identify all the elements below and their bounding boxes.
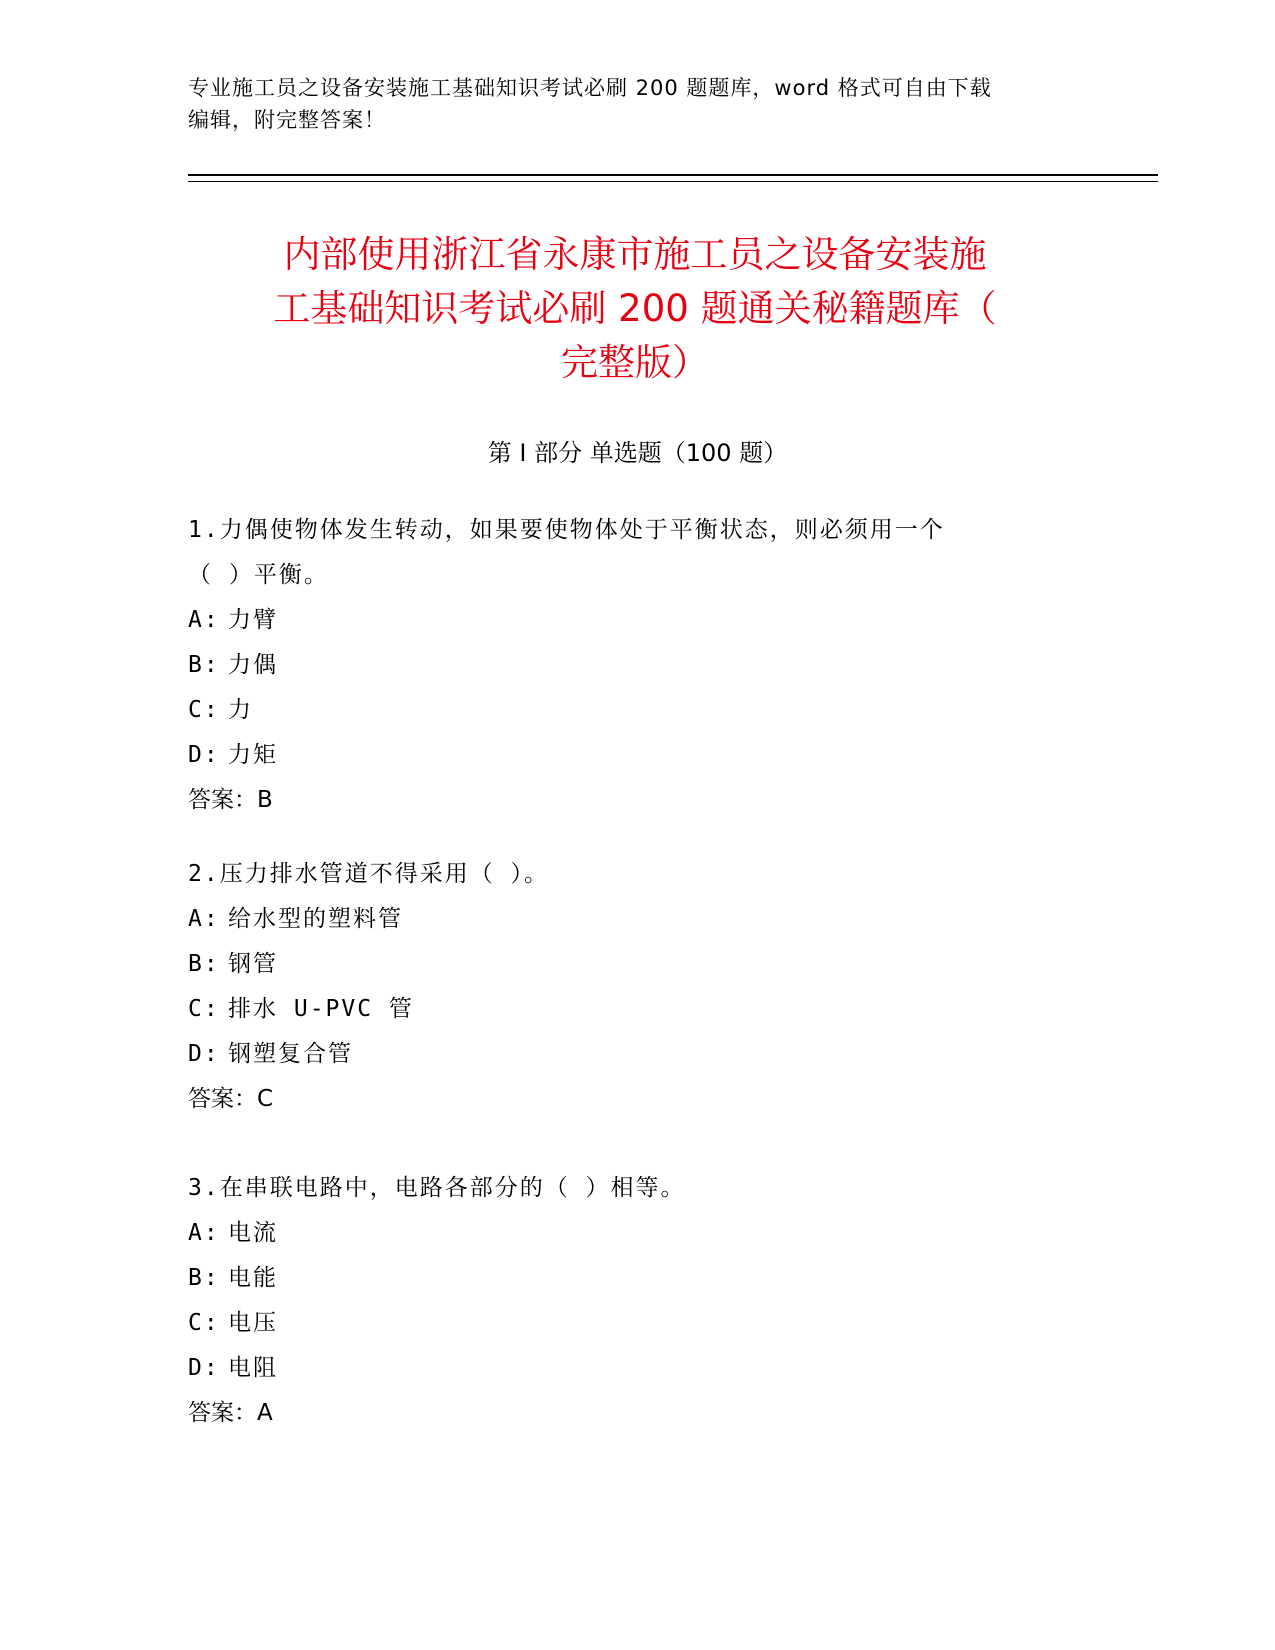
option-letter: C: xyxy=(188,996,220,1022)
option-a xyxy=(188,897,1068,942)
option-text: 钢塑复合管 xyxy=(228,1041,353,1067)
document-title-line3: 完整版） xyxy=(561,341,709,384)
section-heading: 第 I 部分 单选题（100 题） xyxy=(487,439,788,467)
option-b xyxy=(188,643,1068,688)
option-text: 电流 xyxy=(228,1220,278,1246)
option-text: 排水 U-PVC 管 xyxy=(228,996,414,1022)
option-text: 力 xyxy=(228,697,253,723)
option-a xyxy=(188,598,1068,643)
option-d xyxy=(188,1032,1068,1077)
header-divider-thin xyxy=(188,181,1158,182)
option-text: 力偶 xyxy=(228,652,278,678)
option-letter: C: xyxy=(188,1310,220,1336)
question-stem: 3.在串联电路中，电路各部分的（ ）相等。 xyxy=(188,1175,686,1201)
option-c xyxy=(188,1301,1068,1346)
question-stem: 1.力偶使物体发生转动，如果要使物体处于平衡状态，则必须用一个 xyxy=(188,517,945,543)
option-text: 电压 xyxy=(228,1310,278,1336)
option-text: 给水型的塑料管 xyxy=(228,906,403,932)
answer-line: 答案：C xyxy=(188,1086,274,1112)
option-letter: D: xyxy=(188,742,220,768)
option-letter: B: xyxy=(188,652,220,678)
header-note-line2: 编辑，附完整答案！ xyxy=(188,108,386,132)
document-title-line2: 工基础知识考试必刷 200 题通关秘籍题库（ xyxy=(273,287,997,330)
option-text: 电阻 xyxy=(228,1355,278,1381)
question-stem: 2.压力排水管道不得采用（ ）。 xyxy=(188,861,550,887)
question-3 xyxy=(188,1166,1068,1436)
option-letter: D: xyxy=(188,1041,220,1067)
option-letter: D: xyxy=(188,1355,220,1381)
option-c xyxy=(188,688,1068,733)
answer-line: 答案：B xyxy=(188,787,273,813)
header-divider-thick xyxy=(188,174,1158,176)
document-title-line1: 内部使用浙江省永康市施工员之设备安装施 xyxy=(283,233,987,276)
header-note-line1: 专业施工员之设备安装施工基础知识考试必刷 200 题题库，word 格式可自由下载 xyxy=(188,76,992,100)
document-title xyxy=(160,228,1110,390)
option-text: 钢管 xyxy=(228,951,278,977)
option-c xyxy=(188,987,1068,1032)
option-text: 电能 xyxy=(228,1265,278,1291)
option-letter: B: xyxy=(188,1265,220,1291)
option-text: 力臂 xyxy=(228,607,278,633)
question-2 xyxy=(188,852,1068,1122)
option-d xyxy=(188,733,1068,778)
option-letter: A: xyxy=(188,1220,220,1246)
option-d xyxy=(188,1346,1068,1391)
option-b xyxy=(188,942,1068,987)
question-1 xyxy=(188,508,1068,823)
option-letter: A: xyxy=(188,607,220,633)
option-b xyxy=(188,1256,1068,1301)
question-stem-continued: （ ）平衡。 xyxy=(188,562,329,588)
option-a xyxy=(188,1211,1068,1256)
option-letter: B: xyxy=(188,951,220,977)
option-letter: A: xyxy=(188,906,220,932)
option-letter: C: xyxy=(188,697,220,723)
answer-line: 答案：A xyxy=(188,1400,273,1426)
header-note xyxy=(188,72,1068,136)
option-text: 力矩 xyxy=(228,742,278,768)
